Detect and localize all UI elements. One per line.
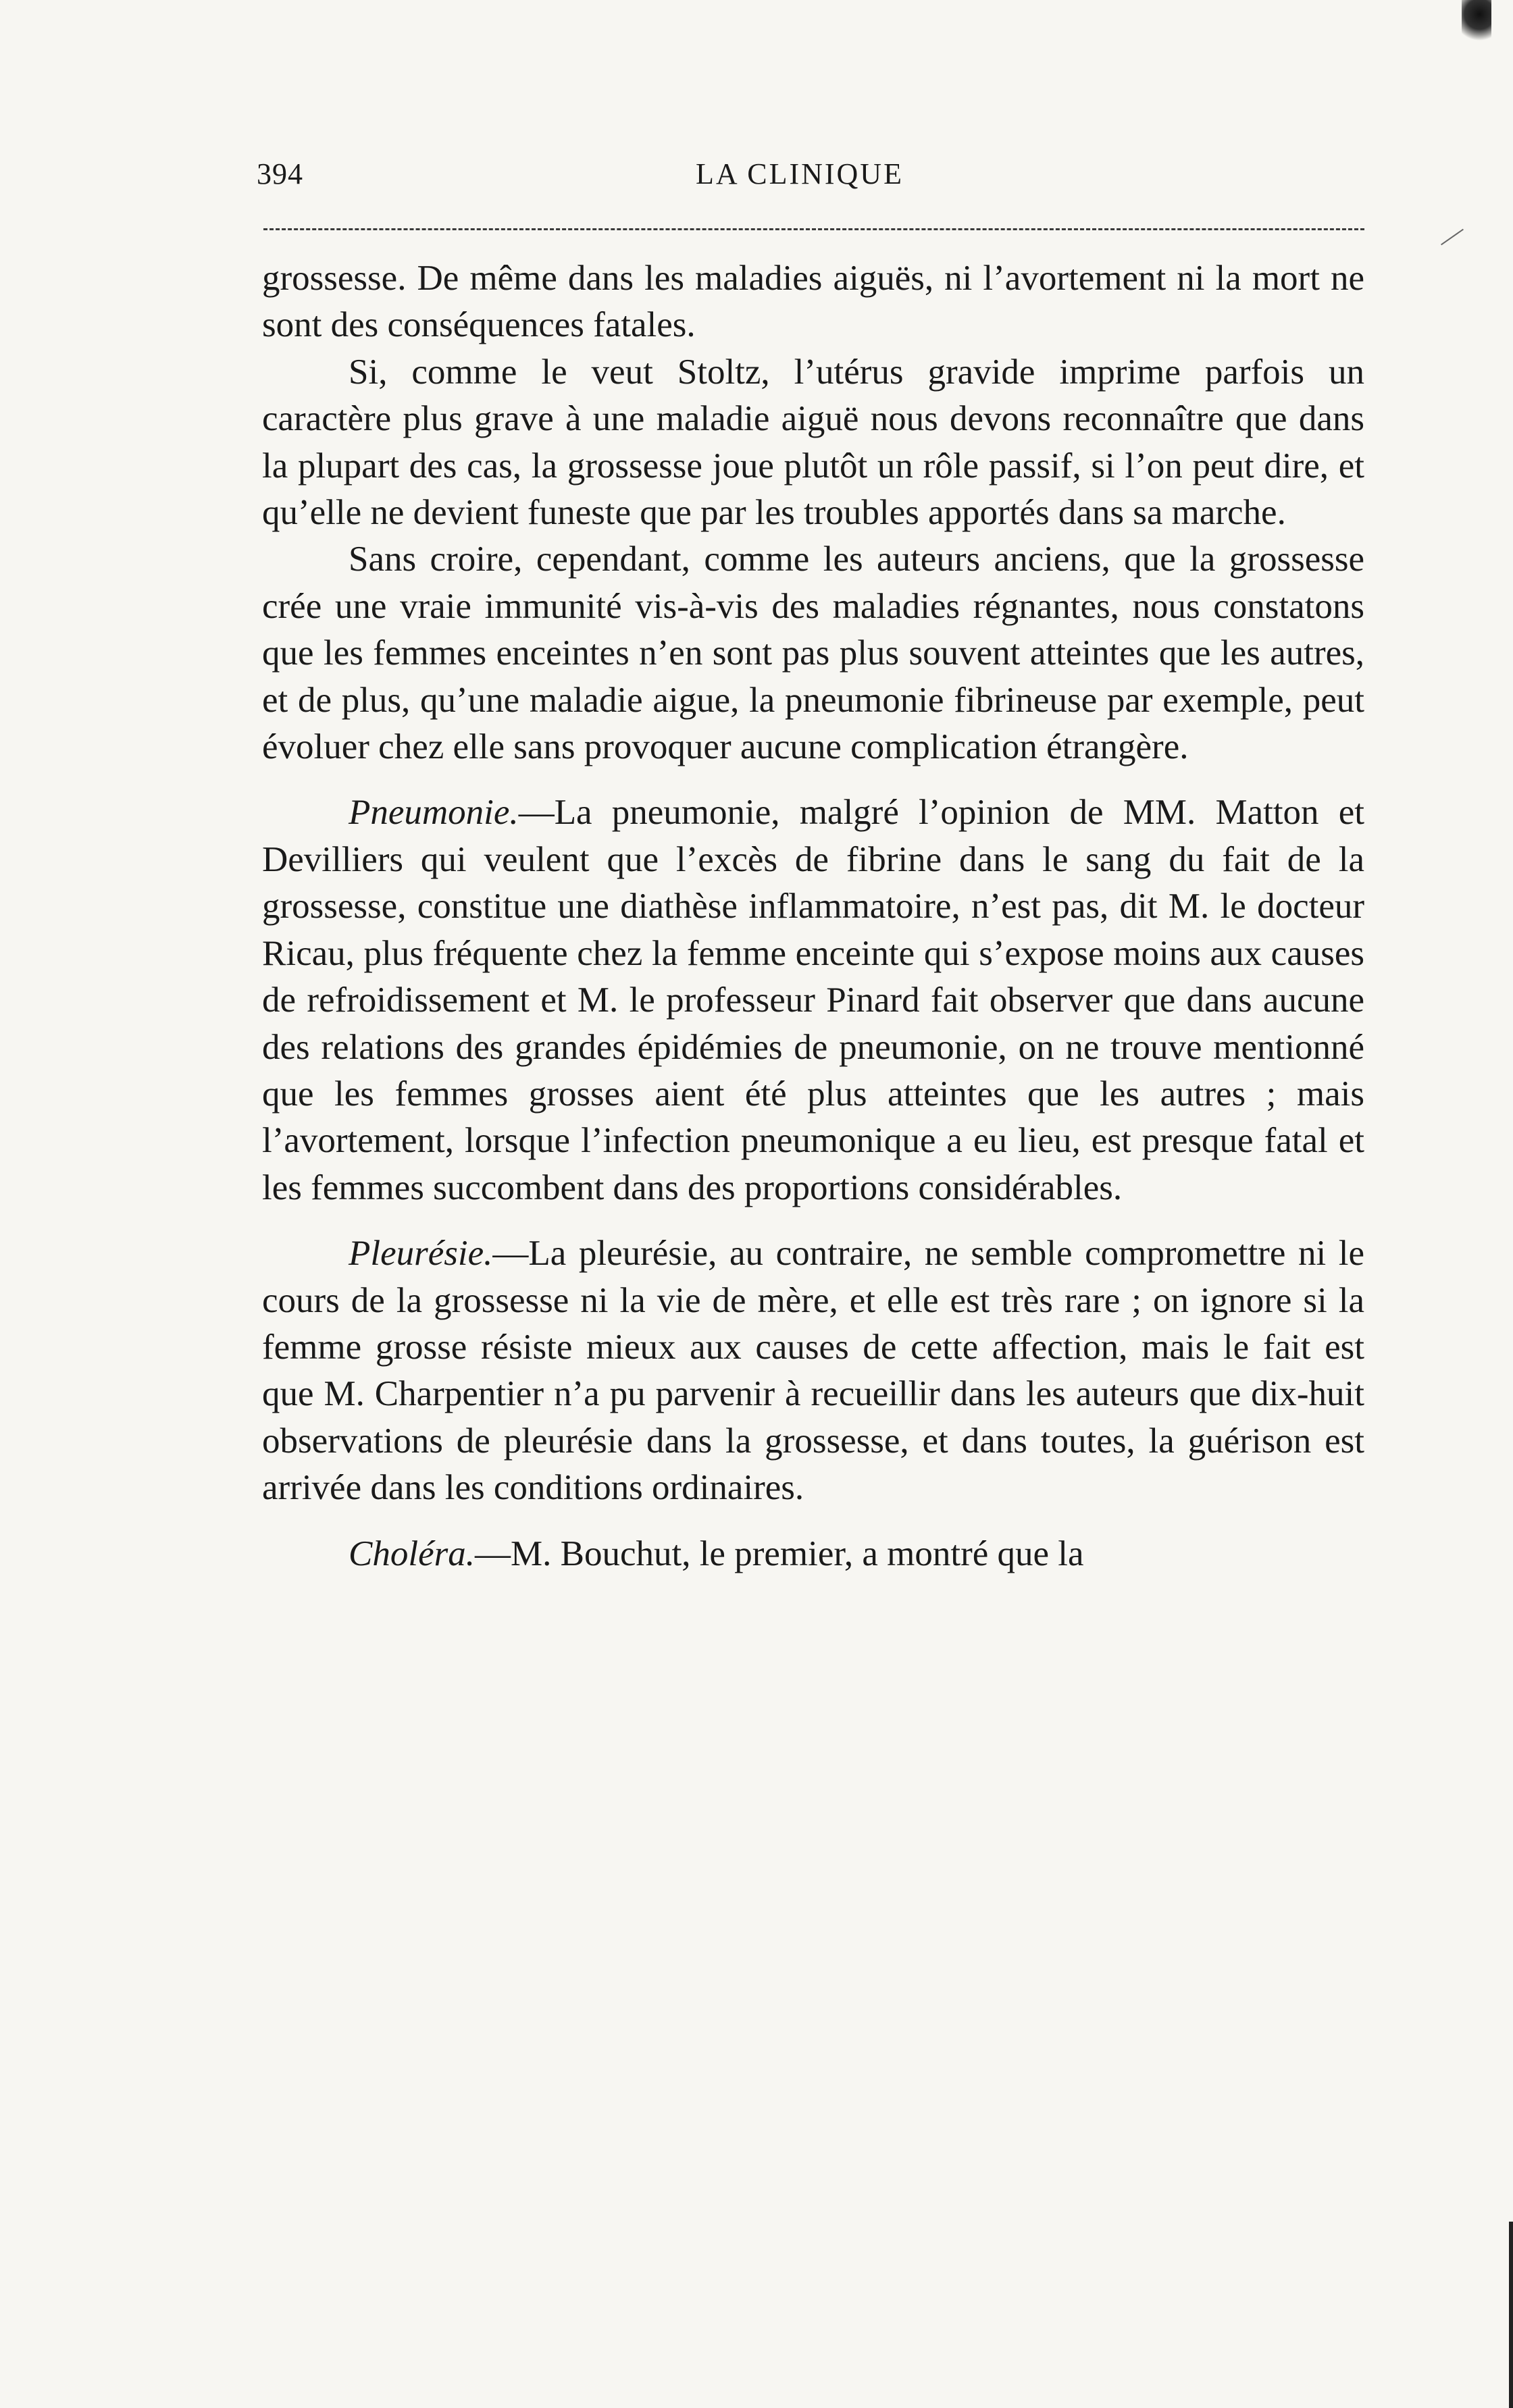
paragraph-pneumonie (262, 789, 1364, 1211)
paragraph (262, 255, 1364, 349)
running-head: LA CLINIQUE (696, 157, 904, 190)
paragraph-text: Sans croire, cependant, comme les auteurs anciens, que la grossesse crée une vraie immunité vis-à-vis des maladies régnantes, nous constatons que les femmes enceintes n’en sont pas plus souvent atteintes que les autres, et de plus, qu’une maladie aigue, la pneumonie fibrineuse par exemple, peut évoluer chez elle sans provoquer aucune complication étrangère. (262, 540, 1364, 767)
page-number: 394 (257, 157, 303, 190)
scan-edge-mark (1509, 2222, 1513, 2408)
paragraph (262, 536, 1364, 770)
scan-scratch-mark (1441, 229, 1464, 246)
paragraph-text: Si, comme le veut Stoltz, l’utérus gravide imprime parfois un caractère plus grave à une maladie aiguë nous devons reconnaître que dans la plupart des cas, la grossesse joue plutôt un rôle passif, si l’on peut dire, et qu’elle ne devient funeste que par les troubles apportés dans sa marche. (262, 352, 1364, 533)
paragraph-pleuresie (262, 1230, 1364, 1511)
paragraph-cholera (262, 1531, 1364, 1577)
paragraph-text: —La pleurésie, au contraire, ne semble compromettre ni le cours de la grossesse ni la vie de mère, et elle est très rare ; on ignore si la femme grosse résiste mieux aux causes de cette affection, mais le fait est que M. Charpentier n’a pu parvenir à recueillir dans les auteurs que dix-huit observations de pleurésie dans la grossesse, et dans toutes, la guérison est arrivée dans les conditions ordinaires. (262, 1234, 1364, 1508)
header-rule (263, 228, 1364, 230)
paragraph-text: —La pneumonie, malgré l’opinion de MM. Matton et Devilliers qui veulent que l’excès de fibrine dans le sang du fait de la grossesse, constitue une diathèse inflammatoire, n’est pas, dit M. le docteur Ricau, plus fréquente chez la femme enceinte qui s’expose moins aux causes de refroidissement et M. le professeur Pinard fait observer que dans aucune des relations des grandes épidémies de pneumonie, on ne trouve mentionné que les femmes grosses aient été plus atteintes que les autres ; mais l’avortement, lorsque l’infection pneumonique a eu lieu, est presque fatal et les femmes succombent dans des proportions considérables. (262, 793, 1364, 1207)
section-lead: Pleurésie. (349, 1234, 493, 1274)
paragraph-text: —M. Bouchut, le premier, a montré que la (474, 1534, 1084, 1573)
section-lead: Choléra. (349, 1534, 475, 1573)
body-text (262, 255, 1364, 1577)
paragraph (262, 349, 1364, 537)
paragraph-text: grossesse. De même dans les maladies aiguës, ni l’avortement ni la mort ne sont des conséquences fatales. (262, 259, 1364, 345)
section-lead: Pneumonie. (349, 793, 519, 833)
scan-corner-mark (1462, 0, 1491, 47)
